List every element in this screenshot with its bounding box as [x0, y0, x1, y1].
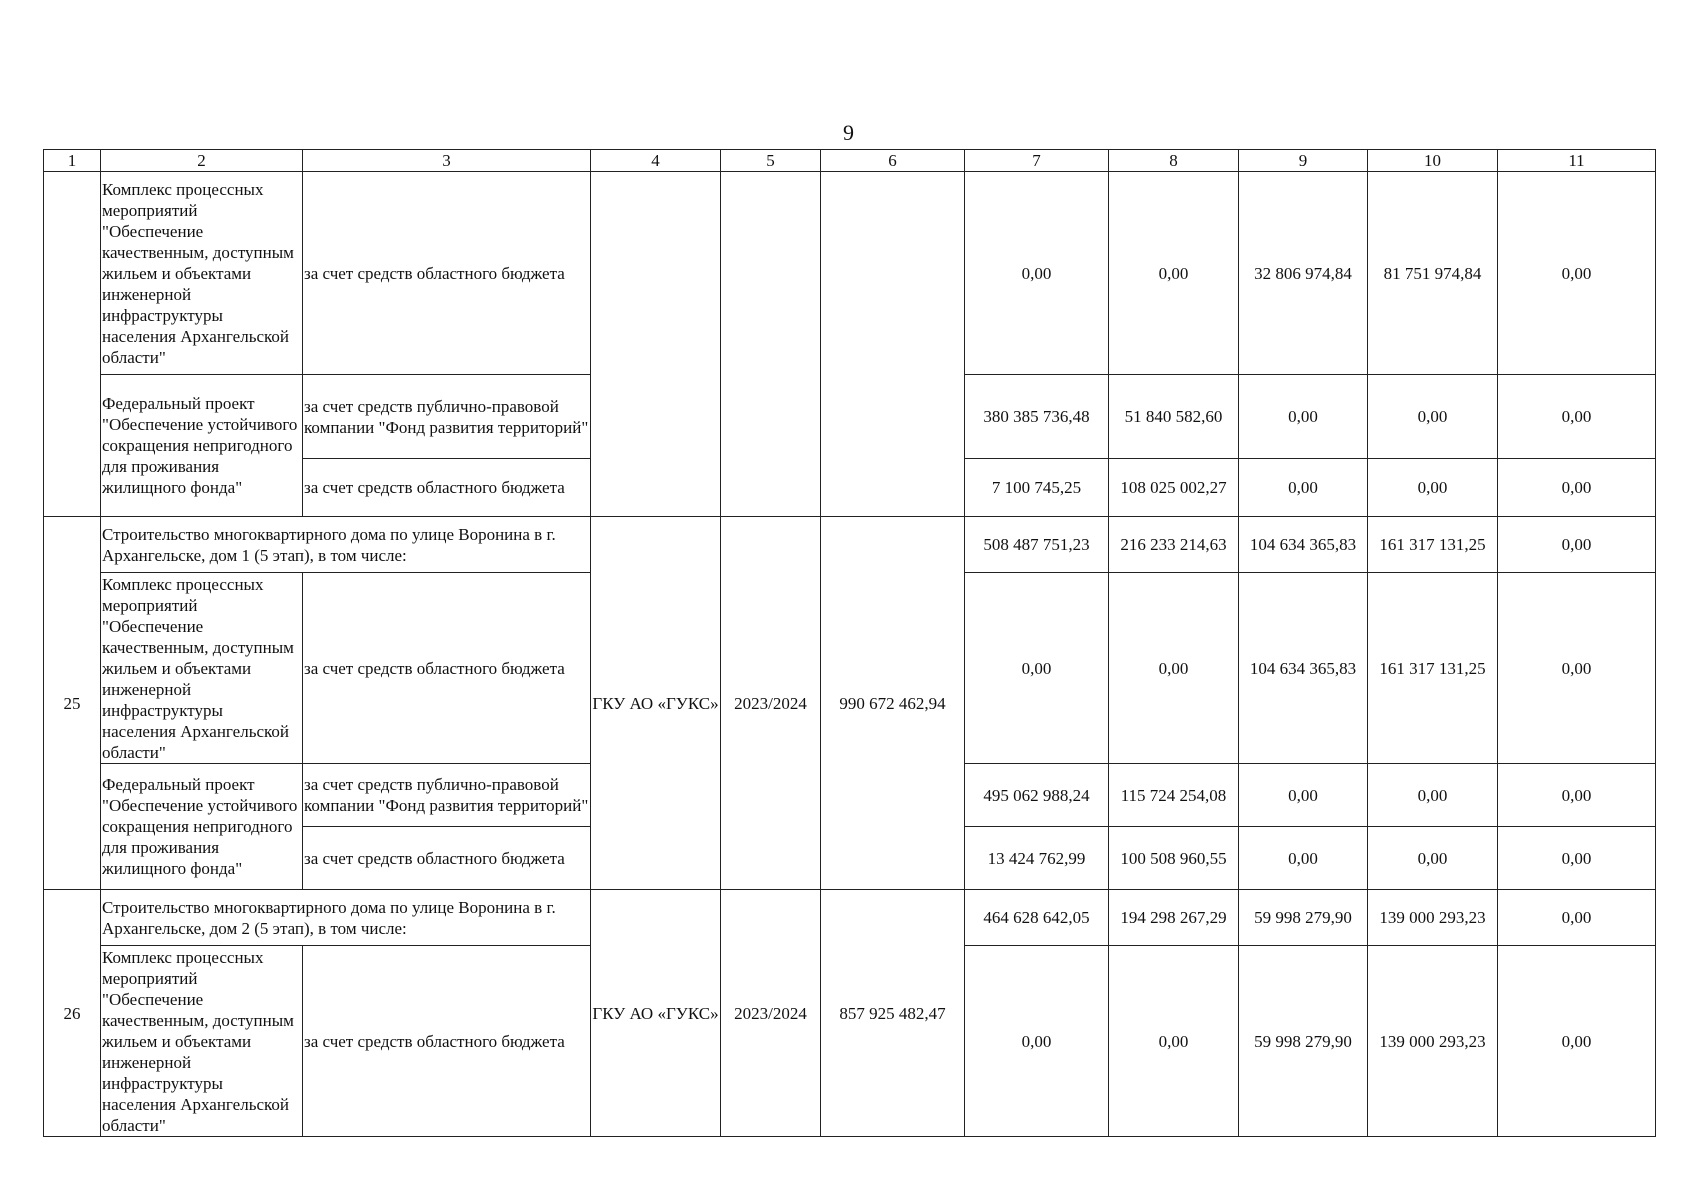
value-cell: 59 998 279,90 [1239, 890, 1368, 946]
value-cell: 0,00 [1368, 459, 1498, 517]
header-cell-11: 11 [1498, 150, 1656, 172]
value-cell: 0,00 [1498, 172, 1656, 375]
header-row [44, 150, 1656, 172]
value-cell: 194 298 267,29 [1109, 890, 1239, 946]
header-cell-9: 9 [1239, 150, 1368, 172]
value-cell: 0,00 [1498, 375, 1656, 459]
customer-cell: ГКУ АО «ГУКС» [591, 890, 721, 1137]
value-cell: 216 233 214,63 [1109, 517, 1239, 573]
customer-cell: ГКУ АО «ГУКС» [591, 517, 721, 890]
value-cell: 13 424 762,99 [965, 827, 1109, 890]
header-cell-7: 7 [965, 150, 1109, 172]
value-cell: 0,00 [1109, 172, 1239, 375]
value-cell: 0,00 [965, 573, 1109, 764]
value-cell: 161 317 131,25 [1368, 573, 1498, 764]
value-cell: 59 998 279,90 [1239, 946, 1368, 1137]
value-cell: 0,00 [1368, 375, 1498, 459]
value-cell: 0,00 [965, 946, 1109, 1137]
value-cell: 32 806 974,84 [1239, 172, 1368, 375]
value-cell: 464 628 642,05 [965, 890, 1109, 946]
value-cell: 0,00 [1239, 764, 1368, 827]
value-cell: 100 508 960,55 [1109, 827, 1239, 890]
value-cell: 0,00 [1498, 764, 1656, 827]
cost-cell [821, 172, 965, 517]
funding-source-cell: за счет средств областного бюджета [303, 573, 591, 764]
table-row [44, 172, 1656, 375]
value-cell: 108 025 002,27 [1109, 459, 1239, 517]
value-cell: 104 634 365,83 [1239, 517, 1368, 573]
row-number-cell: 25 [44, 517, 101, 890]
header-cell-6: 6 [821, 150, 965, 172]
value-cell: 508 487 751,23 [965, 517, 1109, 573]
page-number: 9 [843, 120, 854, 145]
header-cell-5: 5 [721, 150, 821, 172]
header-cell-3: 3 [303, 150, 591, 172]
funding-source-cell: за счет средств областного бюджета [303, 946, 591, 1137]
header-cell-10: 10 [1368, 150, 1498, 172]
header-cell-4: 4 [591, 150, 721, 172]
value-cell: 139 000 293,23 [1368, 890, 1498, 946]
value-cell: 0,00 [965, 172, 1109, 375]
customer-cell [591, 172, 721, 517]
value-cell: 0,00 [1498, 459, 1656, 517]
value-cell: 115 724 254,08 [1109, 764, 1239, 827]
kpm-name-cell: Комплекс процессных мероприятий "Обеспечение качественным, доступным жильем и объектами инженерной инфраструктуры населения Архангельской области" [101, 172, 303, 375]
row-number-cell [44, 172, 101, 517]
value-cell: 0,00 [1498, 890, 1656, 946]
value-cell: 0,00 [1498, 827, 1656, 890]
fp-name-cell: Федеральный проект "Обеспечение устойчивого сокращения непригодного для проживания жилищного фонда" [101, 764, 303, 890]
period-cell [721, 172, 821, 517]
value-cell: 81 751 974,84 [1368, 172, 1498, 375]
row-number-cell: 26 [44, 890, 101, 1137]
value-cell: 0,00 [1239, 375, 1368, 459]
table-row [44, 517, 1656, 573]
value-cell: 0,00 [1498, 946, 1656, 1137]
kpm-name-cell: Комплекс процессных мероприятий "Обеспечение качественным, доступным жильем и объектами инженерной инфраструктуры населения Архангельской области" [101, 573, 303, 764]
cost-cell: 857 925 482,47 [821, 890, 965, 1137]
value-cell: 495 062 988,24 [965, 764, 1109, 827]
object-title-cell: Строительство многоквартирного дома по улице Воронина в г. Архангельске, дом 2 (5 этап), в том числе: [101, 890, 591, 946]
value-cell: 0,00 [1239, 827, 1368, 890]
value-cell: 0,00 [1239, 459, 1368, 517]
period-cell: 2023/2024 [721, 517, 821, 890]
fp-name-cell: Федеральный проект "Обеспечение устойчивого сокращения непригодного для проживания жилищного фонда" [101, 375, 303, 517]
kpm-name-cell: Комплекс процессных мероприятий "Обеспечение качественным, доступным жильем и объектами инженерной инфраструктуры населения Архангельской области" [101, 946, 303, 1137]
value-cell: 0,00 [1498, 517, 1656, 573]
header-cell-2: 2 [101, 150, 303, 172]
value-cell: 0,00 [1109, 946, 1239, 1137]
value-cell: 51 840 582,60 [1109, 375, 1239, 459]
value-cell: 7 100 745,25 [965, 459, 1109, 517]
funding-source-cell: за счет средств публично-правовой компании "Фонд развития территорий" [303, 764, 591, 827]
funding-source-cell: за счет средств областного бюджета [303, 172, 591, 375]
table-row [44, 890, 1656, 946]
object-title-cell: Строительство многоквартирного дома по улице Воронина в г. Архангельске, дом 1 (5 этап), в том числе: [101, 517, 591, 573]
funding-source-cell: за счет средств публично-правовой компании "Фонд развития территорий" [303, 375, 591, 459]
value-cell: 161 317 131,25 [1368, 517, 1498, 573]
value-cell: 0,00 [1368, 764, 1498, 827]
value-cell: 139 000 293,23 [1368, 946, 1498, 1137]
value-cell: 104 634 365,83 [1239, 573, 1368, 764]
value-cell: 0,00 [1109, 573, 1239, 764]
program-table [43, 149, 1656, 1137]
cost-cell: 990 672 462,94 [821, 517, 965, 890]
header-cell-1: 1 [44, 150, 101, 172]
funding-source-cell: за счет средств областного бюджета [303, 459, 591, 517]
value-cell: 0,00 [1368, 827, 1498, 890]
value-cell: 380 385 736,48 [965, 375, 1109, 459]
funding-source-cell: за счет средств областного бюджета [303, 827, 591, 890]
period-cell: 2023/2024 [721, 890, 821, 1137]
value-cell: 0,00 [1498, 573, 1656, 764]
header-cell-8: 8 [1109, 150, 1239, 172]
